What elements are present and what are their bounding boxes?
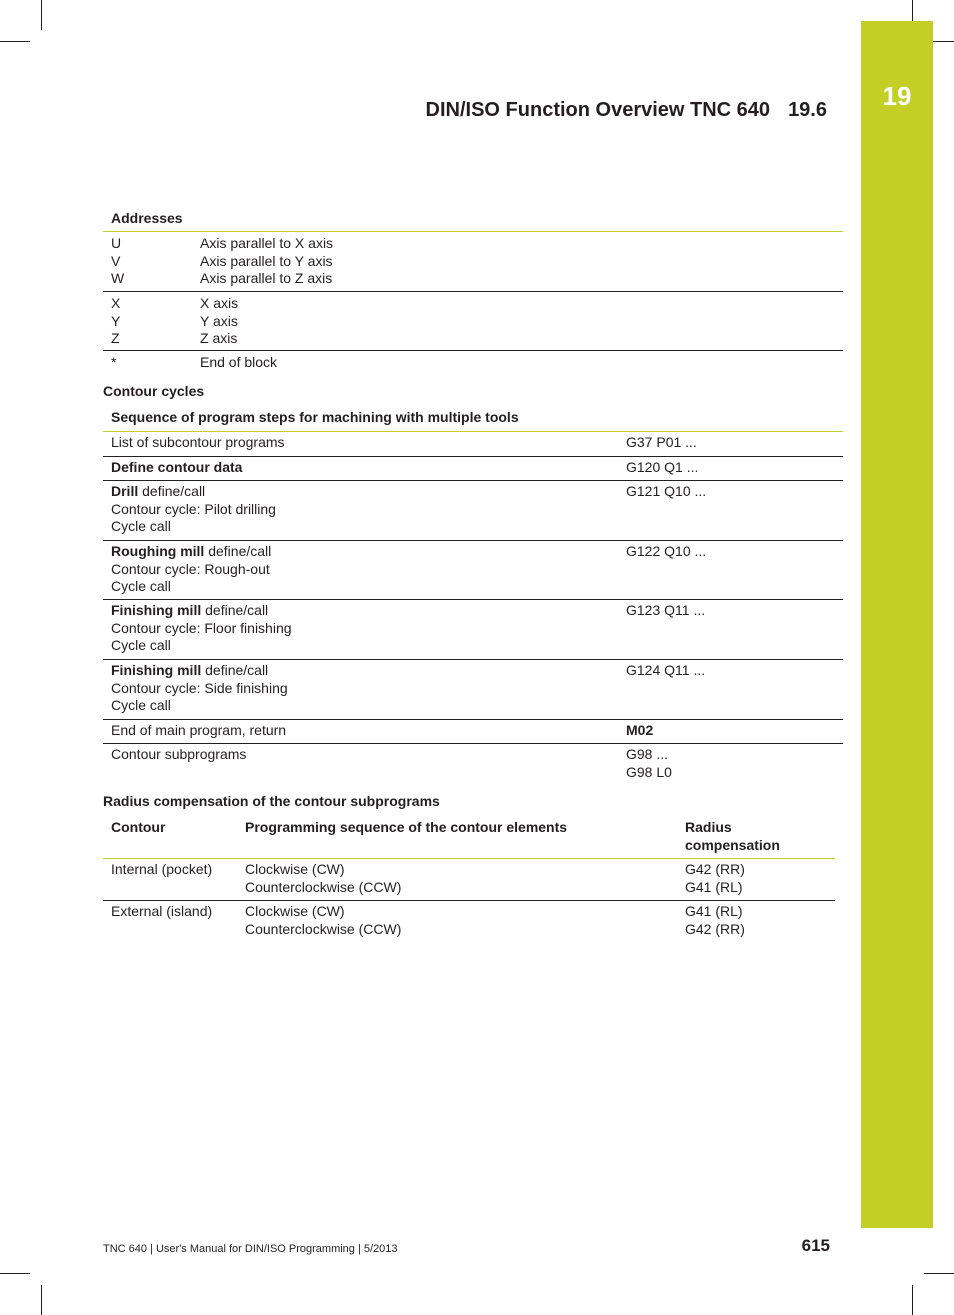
- footer-text: TNC 640 | User's Manual for DIN/ISO Programming | 5/2013: [103, 1243, 398, 1255]
- row-divider: [103, 456, 843, 457]
- step-label-text: Contour subprograms: [111, 746, 247, 762]
- header-rule: [103, 231, 843, 232]
- step-code: G37 P01 ...: [626, 434, 697, 450]
- step-label-bold: Roughing mill: [111, 543, 205, 559]
- chapter-number: 19: [882, 81, 912, 111]
- step-subline: Contour cycle: Side finishing: [111, 679, 288, 696]
- crop-mark: [41, 1285, 42, 1315]
- row-divider: [103, 900, 835, 901]
- step-label: [111, 746, 246, 764]
- step-label-text: define/call: [138, 483, 206, 499]
- address-desc: Axis parallel to Z axis: [200, 270, 333, 287]
- addresses-header: Addresses: [111, 210, 183, 226]
- step-label: [111, 483, 205, 501]
- step-code: G123 Q11 ...: [626, 602, 706, 618]
- crop-mark: [0, 1273, 30, 1274]
- step-subline: Cycle call: [111, 518, 171, 535]
- step-label: [111, 722, 286, 740]
- row-divider: [103, 743, 843, 744]
- address-key: *: [111, 354, 117, 370]
- step-label-text: define/call: [201, 602, 269, 618]
- step-label: [111, 459, 242, 477]
- step-subline: Cycle call: [111, 578, 171, 595]
- step-subline: Contour cycle: Floor finishing: [111, 619, 292, 636]
- crop-mark: [0, 41, 30, 42]
- step-label: [111, 543, 271, 561]
- step-subline: Contour cycle: Pilot drilling: [111, 500, 276, 517]
- page-number: 615: [801, 1236, 830, 1255]
- contour-type: Internal (pocket): [111, 861, 213, 877]
- header-rule: [103, 858, 835, 859]
- contour-cycles-header: Sequence of program steps for machining with multiple tools: [111, 409, 519, 425]
- step-label-text: define/call: [204, 543, 272, 559]
- step-code: G121 Q10 ...: [626, 483, 707, 499]
- radius-comp-title: Radius compensation of the contour subprograms: [103, 793, 440, 809]
- contour-cycles-title: Contour cycles: [103, 383, 205, 399]
- row-divider: [103, 719, 843, 720]
- address-key: U: [111, 235, 122, 251]
- row-divider: [103, 599, 843, 600]
- sequence-item: Clockwise (CW): [245, 861, 345, 877]
- address-desc: Axis parallel to X axis: [200, 235, 334, 251]
- col-header-compensation: Radius compensation: [685, 819, 780, 853]
- row-divider: [103, 350, 843, 351]
- step-label-bold: Define contour data: [111, 459, 243, 475]
- step-code: G122 Q10 ...: [626, 543, 707, 559]
- step-label-text: List of subcontour programs: [111, 434, 285, 450]
- sequence-item: Clockwise (CW): [245, 903, 345, 919]
- address-key: Y: [111, 312, 121, 329]
- row-divider: [103, 659, 843, 660]
- compensation-code: G41 (RL): [685, 903, 743, 919]
- chapter-tab: [861, 21, 933, 1228]
- step-label: [111, 662, 268, 680]
- step-subline: Cycle call: [111, 697, 171, 714]
- address-desc: X axis: [200, 295, 239, 311]
- crop-mark: [912, 1285, 913, 1315]
- address-desc: Z axis: [200, 330, 238, 347]
- step-subline: Cycle call: [111, 637, 171, 654]
- col-header-sequence: Programming sequence of the contour elements: [245, 819, 568, 835]
- running-head-title: DIN/ISO Function Overview TNC 640: [425, 99, 771, 121]
- compensation-code: G42 (RR): [685, 920, 745, 937]
- row-divider: [103, 540, 843, 541]
- address-desc: Axis parallel to Y axis: [200, 252, 333, 269]
- row-divider: [103, 480, 843, 481]
- col-header-contour: Contour: [111, 819, 166, 835]
- step-label: [111, 434, 285, 452]
- step-code: G120 Q1 ...: [626, 459, 699, 475]
- address-desc: Y axis: [200, 312, 238, 329]
- running-head-section: 19.6: [788, 99, 827, 121]
- step-code: G98 ...: [626, 746, 669, 762]
- step-label-bold: Drill: [111, 483, 139, 499]
- running-head: [426, 99, 827, 122]
- row-divider: [103, 291, 843, 292]
- address-key: W: [111, 270, 125, 287]
- step-label: [111, 602, 268, 620]
- contour-type: External (island): [111, 903, 213, 919]
- step-label-bold: Finishing mill: [111, 602, 202, 618]
- header-rule: [103, 431, 843, 432]
- sequence-item: Counterclockwise (CCW): [245, 920, 402, 937]
- address-key: X: [111, 295, 121, 311]
- step-code: G124 Q11 ...: [626, 662, 706, 678]
- step-label-bold: Finishing mill: [111, 662, 202, 678]
- address-key: V: [111, 252, 121, 269]
- step-code: G98 L0: [626, 763, 672, 780]
- compensation-code: G41 (RL): [685, 878, 743, 895]
- compensation-code: G42 (RR): [685, 861, 745, 877]
- step-label-text: define/call: [201, 662, 269, 678]
- step-code: M02: [626, 722, 654, 738]
- crop-mark: [924, 1273, 954, 1274]
- sequence-item: Counterclockwise (CCW): [245, 878, 402, 895]
- step-label-text: End of main program, return: [111, 722, 287, 738]
- crop-mark: [41, 0, 42, 30]
- address-key: Z: [111, 330, 120, 347]
- step-subline: Contour cycle: Rough-out: [111, 560, 270, 577]
- address-desc: End of block: [200, 354, 278, 370]
